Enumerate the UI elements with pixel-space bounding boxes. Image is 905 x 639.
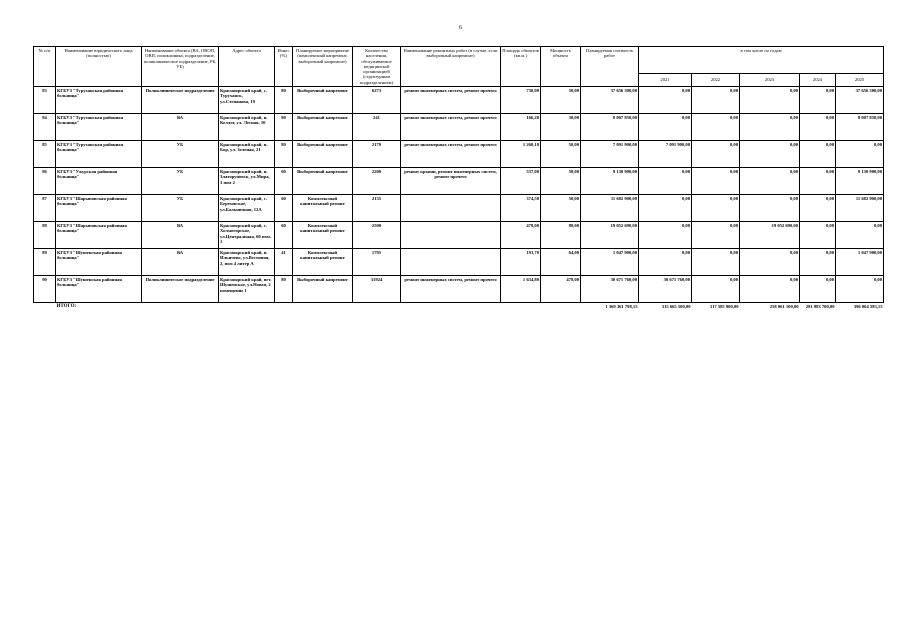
cell-area: 1 260,10 bbox=[501, 141, 541, 168]
cell-capacity: 50,00 bbox=[541, 141, 581, 168]
cell-2024: 0,00 bbox=[800, 168, 836, 195]
total-cost: 1 369 361 798,15 bbox=[605, 304, 638, 310]
cell-2023: 19 052 690,00 bbox=[740, 222, 800, 249]
cell-legal-entity: КГБУЗ "Шушенская районная больница" bbox=[56, 276, 142, 303]
cell-wear: 60 bbox=[275, 195, 293, 222]
table-row bbox=[34, 114, 884, 141]
cell-2022: 0,00 bbox=[692, 114, 740, 141]
cell-repair-works: ремонт инженерных систем, ремонт прочего bbox=[401, 114, 501, 141]
cell-legal-entity: КГБУЗ "Ужурская районная больница" bbox=[56, 168, 142, 195]
cell-2022: 0,00 bbox=[692, 87, 740, 114]
cell-legal-entity: КГБУЗ "Туруханская районная больница" bbox=[56, 141, 142, 168]
total-2024: 281 983 700,00 bbox=[805, 304, 835, 310]
cell-object-name: УБ bbox=[142, 168, 219, 195]
table-body bbox=[34, 87, 884, 303]
header-by-years: в том числе по годам bbox=[639, 47, 884, 74]
cell-object-name: ВА bbox=[142, 249, 219, 276]
cell-repair-works bbox=[401, 249, 501, 276]
table-row bbox=[34, 276, 884, 303]
cell-2021: 0,00 bbox=[639, 249, 692, 276]
cell-2021: 0,00 bbox=[639, 87, 692, 114]
header-address: Адрес объекта bbox=[219, 47, 275, 87]
cell-2023: 0,00 bbox=[740, 87, 800, 114]
table-row bbox=[34, 168, 884, 195]
cell-planned-cost: 30 671 760,00 bbox=[581, 276, 639, 303]
cell-capacity: 50,00 bbox=[541, 195, 581, 222]
cell-2023: 0,00 bbox=[740, 195, 800, 222]
header-object-name: Наименование объекта (ВА, ОВОП, ОВП, поликлиника, подразделение, поликлиническое подразделение, РБ, УБ) bbox=[142, 47, 219, 87]
cell-planned-measure: Комплексный капитальный ремонт bbox=[293, 195, 353, 222]
cell-2022: 0,00 bbox=[692, 168, 740, 195]
cell-capacity: 64,00 bbox=[541, 249, 581, 276]
cell-legal-entity: КГБУЗ "Шарыповская районная больница" bbox=[56, 195, 142, 222]
table-row bbox=[34, 87, 884, 114]
cell-planned-measure: Комплексный капитальный ремонт bbox=[293, 249, 353, 276]
table-row bbox=[34, 222, 884, 249]
cell-legal-entity: КГБУЗ "Туруханская районная больница" bbox=[56, 114, 142, 141]
total-2021: 315 665 500,00 bbox=[661, 304, 691, 310]
cell-planned-measure: Выборочный капремонт bbox=[293, 168, 353, 195]
cell-address: Красноярский край, с. Туруханск, ул.Степанова, 19 bbox=[219, 87, 275, 114]
cell-2024: 0,00 bbox=[800, 87, 836, 114]
cell-area: 730,00 bbox=[501, 87, 541, 114]
cell-2023: 0,00 bbox=[740, 114, 800, 141]
header-area: Площадь объектов (кв.м.) bbox=[501, 47, 541, 87]
cell-2023: 0,00 bbox=[740, 168, 800, 195]
cell-area: 374,50 bbox=[501, 195, 541, 222]
table-row bbox=[34, 249, 884, 276]
cell-2023: 0,00 bbox=[740, 141, 800, 168]
cell-2024: 0,00 bbox=[800, 141, 836, 168]
header-year-2022: 2022 bbox=[692, 74, 740, 87]
header-year-2023: 2023 bbox=[740, 74, 800, 87]
cell-2022: 0,00 bbox=[692, 276, 740, 303]
cell-wear: 60 bbox=[275, 168, 293, 195]
header-legal-entity: Наименование юридического лица (полностью) bbox=[56, 47, 142, 87]
cell-num: 88 bbox=[34, 222, 56, 249]
cell-area: 478,00 bbox=[501, 222, 541, 249]
total-row bbox=[34, 303, 884, 314]
cell-planned-cost: 1 047 900,00 bbox=[581, 249, 639, 276]
cell-2021: 0,00 bbox=[639, 114, 692, 141]
cell-object-name: Поликлиническое подразделение bbox=[142, 276, 219, 303]
cell-planned-cost: 19 052 690,00 bbox=[581, 222, 639, 249]
cell-2024: 0,00 bbox=[800, 222, 836, 249]
total-2023: 258 061 100,00 bbox=[769, 304, 799, 310]
cell-2024: 0,00 bbox=[800, 276, 836, 303]
cell-wear: 80 bbox=[275, 141, 293, 168]
cell-num: 86 bbox=[34, 168, 56, 195]
cell-address: Красноярский край, с. Березовское, ул.Больничная, 12А bbox=[219, 195, 275, 222]
cell-object-name: УБ bbox=[142, 195, 219, 222]
cell-planned-cost: 11 682 900,00 bbox=[581, 195, 639, 222]
cell-population: 2135 bbox=[353, 195, 401, 222]
cell-address: Красноярский край, пгт. Шушенское, ул.Новая, 2 помещение 1 bbox=[219, 276, 275, 303]
cell-2023: 0,00 bbox=[740, 249, 800, 276]
cell-wear: 80 bbox=[275, 87, 293, 114]
header-num: № п/п bbox=[34, 47, 56, 87]
cell-2025: 37 656 300,00 bbox=[836, 87, 884, 114]
header-repair-works: Наименование ремонтных работ (в случае, если выборочный капремонт) bbox=[401, 47, 501, 87]
cell-repair-works: ремонт крыши, ремонт инженерных систем, ремонт прочего bbox=[401, 168, 501, 195]
cell-address: Красноярский край, с. Холмогорское, ул.Центральная, 60 пом. 1 bbox=[219, 222, 275, 249]
cell-address: Красноярский край, п. Келлог, ул. Лесная, 10 bbox=[219, 114, 275, 141]
total-2025: 396 064 583,15 bbox=[853, 304, 883, 310]
cell-num: 85 bbox=[34, 141, 56, 168]
cell-population: 31924 bbox=[353, 276, 401, 303]
cell-object-name: ВА bbox=[142, 222, 219, 249]
cell-capacity: 50,00 bbox=[541, 168, 581, 195]
cell-object-name: Поликлиническое подразделение bbox=[142, 87, 219, 114]
cell-object-name: УБ bbox=[142, 141, 219, 168]
cell-2025: 0,00 bbox=[836, 276, 884, 303]
cell-planned-measure: Выборочный капремонт bbox=[293, 276, 353, 303]
cell-2024: 0,00 bbox=[800, 195, 836, 222]
cell-num: 87 bbox=[34, 195, 56, 222]
cell-wear: 41 bbox=[275, 249, 293, 276]
cell-2021: 0,00 bbox=[639, 195, 692, 222]
cell-2022: 0,00 bbox=[692, 141, 740, 168]
cell-legal-entity: КГБУЗ "Шарыповская районная больница" bbox=[56, 222, 142, 249]
cell-population: 241 bbox=[353, 114, 401, 141]
cell-num: 90 bbox=[34, 276, 56, 303]
cell-num: 89 bbox=[34, 249, 56, 276]
cell-num: 83 bbox=[34, 87, 56, 114]
cell-2021: 7 091 900,00 bbox=[639, 141, 692, 168]
cell-2025: 9 130 900,00 bbox=[836, 168, 884, 195]
cell-wear: 80 bbox=[275, 276, 293, 303]
cell-repair-works: ремонт инженерных систем, ремонт прочего bbox=[401, 276, 501, 303]
cell-address: Красноярский край, п. Ильичево, ул.Весенняя, 2, пом 4 литер А bbox=[219, 249, 275, 276]
cell-2022: 0,00 bbox=[692, 195, 740, 222]
cell-capacity: 478,00 bbox=[541, 276, 581, 303]
cell-planned-cost: 37 656 300,00 bbox=[581, 87, 639, 114]
cell-2023: 0,00 bbox=[740, 276, 800, 303]
cell-area: 193,70 bbox=[501, 249, 541, 276]
header-year-2025: 2025 bbox=[836, 74, 884, 87]
cell-capacity: 80,00 bbox=[541, 222, 581, 249]
cell-2024: 0,00 bbox=[800, 114, 836, 141]
cell-2022: 0,00 bbox=[692, 249, 740, 276]
cell-2025: 0,00 bbox=[836, 141, 884, 168]
cell-capacity: 50,00 bbox=[541, 87, 581, 114]
cell-legal-entity: КГБУЗ "Туруханская районная больница" bbox=[56, 87, 142, 114]
cell-planned-cost: 9 130 900,00 bbox=[581, 168, 639, 195]
table-row bbox=[34, 195, 884, 222]
cell-legal-entity: КГБУЗ "Шушенская районная больница" bbox=[56, 249, 142, 276]
header-planned-measure: Планируемое мероприятие (комплексный капремонт, выборочный капремонт) bbox=[293, 47, 353, 87]
cell-2025: 11 682 900,00 bbox=[836, 195, 884, 222]
capital-repair-table bbox=[33, 46, 884, 313]
header-year-2024: 2024 bbox=[800, 74, 836, 87]
cell-population: 2179 bbox=[353, 141, 401, 168]
total-label: ИТОГО: bbox=[56, 304, 77, 310]
cell-2022: 0,00 bbox=[692, 222, 740, 249]
table-row bbox=[34, 141, 884, 168]
cell-repair-works: ремонт инженерных систем, ремонт прочего bbox=[401, 87, 501, 114]
cell-planned-cost: 7 091 900,00 bbox=[581, 141, 639, 168]
cell-2021: 30 671 760,00 bbox=[639, 276, 692, 303]
cell-population: 2200 bbox=[353, 168, 401, 195]
cell-wear: 80 bbox=[275, 114, 293, 141]
cell-planned-measure: Выборочный капремонт bbox=[293, 87, 353, 114]
cell-2025: 0,00 bbox=[836, 222, 884, 249]
cell-area: 1 634,80 bbox=[501, 276, 541, 303]
header-planned-cost: Планируемая стоимость работ bbox=[581, 47, 639, 87]
cell-repair-works bbox=[401, 222, 501, 249]
cell-address: Красноярский край, п. Бор, ул. Зеленая, 21 bbox=[219, 141, 275, 168]
header-population: Количество населения, обслуживаемое медицинской организацией (структурным подразделением) bbox=[353, 47, 401, 87]
cell-object-name: ВА bbox=[142, 114, 219, 141]
cell-address: Красноярский край, п. Златоруновск, ул.Мира, 3 пом 2 bbox=[219, 168, 275, 195]
cell-planned-cost: 8 007 850,00 bbox=[581, 114, 639, 141]
cell-planned-measure: Комплексный капитальный ремонт bbox=[293, 222, 353, 249]
header-capacity: Мощность объекта bbox=[541, 47, 581, 87]
cell-2021: 0,00 bbox=[639, 222, 692, 249]
header-year-2021: 2021 bbox=[639, 74, 692, 87]
cell-capacity: 30,00 bbox=[541, 114, 581, 141]
header-wear: Износ (%) bbox=[275, 47, 293, 87]
cell-wear: 60 bbox=[275, 222, 293, 249]
cell-2021: 0,00 bbox=[639, 168, 692, 195]
page-number: 6 bbox=[459, 25, 462, 31]
cell-area: 537,00 bbox=[501, 168, 541, 195]
cell-population: 2500 bbox=[353, 222, 401, 249]
cell-repair-works: ремонт инженерных систем, ремонт прочего bbox=[401, 141, 501, 168]
total-2022: 117 585 900,00 bbox=[710, 304, 739, 310]
cell-2025: 1 047 900,00 bbox=[836, 249, 884, 276]
cell-repair-works bbox=[401, 195, 501, 222]
cell-planned-measure: Выборочный капремонт bbox=[293, 141, 353, 168]
cell-area: 166,20 bbox=[501, 114, 541, 141]
cell-2024: 0,00 bbox=[800, 249, 836, 276]
cell-population: 1795 bbox=[353, 249, 401, 276]
cell-planned-measure: Выборочный капремонт bbox=[293, 114, 353, 141]
cell-num: 84 bbox=[34, 114, 56, 141]
cell-2025: 8 007 850,00 bbox=[836, 114, 884, 141]
cell-population: 6273 bbox=[353, 87, 401, 114]
